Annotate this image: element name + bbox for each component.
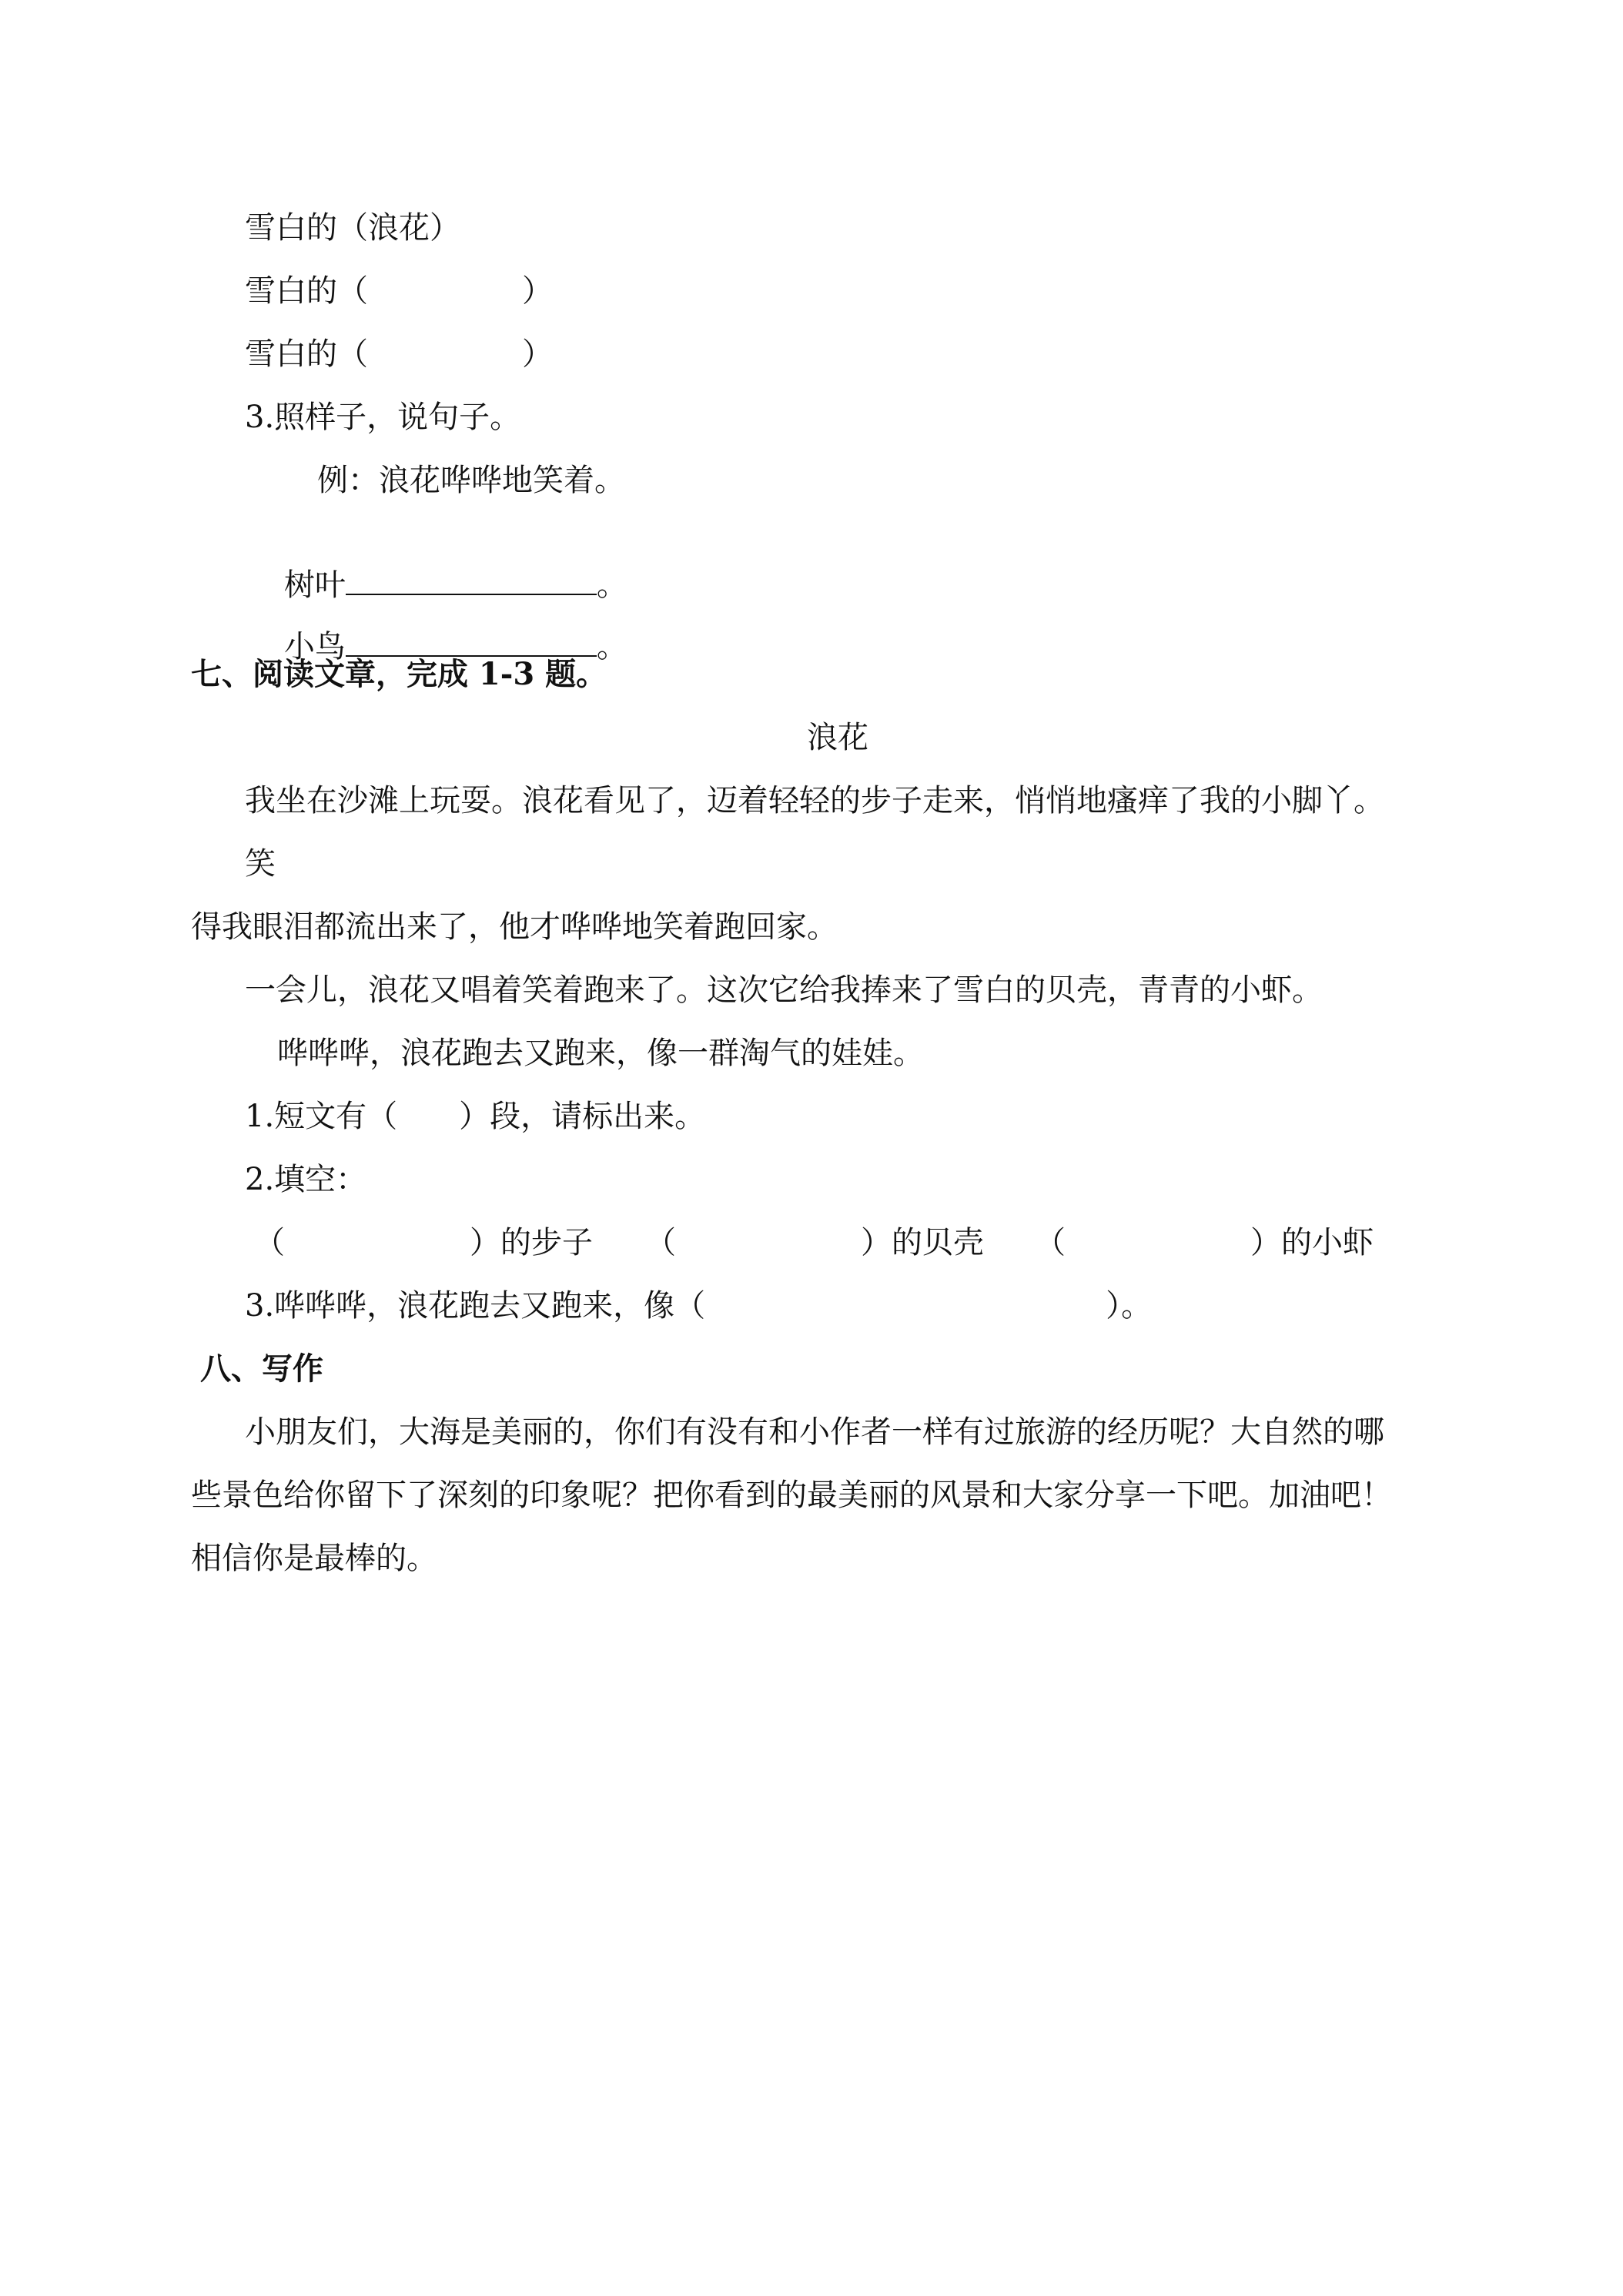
bird-answer-line[interactable] <box>346 629 597 657</box>
snow-blank-2: 雪白的（ ） <box>245 336 553 372</box>
question-1: 1.短文有（ ）段，请标出来。 <box>245 1099 706 1134</box>
section-8-heading: 八、写作 <box>200 1350 323 1387</box>
fill-blank-steps: （ ）的步子 <box>254 1225 593 1260</box>
bird-label: 小鸟 <box>283 629 346 664</box>
q3-example: 例：浪花哗哗地笑着。 <box>317 463 625 498</box>
question-3: 3.哗哗哗，浪花跑去又跑来，像（ ）。 <box>245 1288 1153 1324</box>
article-paragraph-3: 哗哗哗，浪花跑去又跑来，像一群淘气的娃娃。 <box>277 1036 924 1071</box>
snow-example: 雪白的（浪花） <box>245 210 460 246</box>
bird-end-mark: 。 <box>596 629 627 664</box>
article-paragraph-2: 一会儿，浪花又唱着笑着跑来了。这次它给我捧来了雪白的贝壳，青青的小虾。 <box>245 972 1323 1008</box>
writing-prompt-line-2: 些景色给你留下了深刻的印象呢？把你看到的最美丽的风景和大家分享一下吧。加油吧！ <box>191 1478 1392 1513</box>
article-paragraph-1: 我坐在沙滩上玩耍。浪花看见了，迈着轻轻的步子走来，悄悄地瘙痒了我的小脚丫。 <box>245 783 1384 818</box>
snow-blank-1: 雪白的（ ） <box>245 273 553 309</box>
question-2: 2.填空： <box>245 1162 367 1197</box>
article-paragraph-1-cont: 笑 <box>245 846 276 882</box>
leaf-end-mark: 。 <box>596 567 627 603</box>
article-title: 浪花 <box>807 720 868 755</box>
writing-prompt-line-3: 相信你是最棒的。 <box>191 1541 437 1576</box>
fill-blank-shells: （ ）的贝壳 <box>645 1225 984 1260</box>
q3-title: 3.照样子，说句子。 <box>245 400 521 435</box>
article-paragraph-1-line-2: 得我眼泪都流出来了，他才哗哗地笑着跑回家。 <box>191 909 838 945</box>
writing-prompt-line-1: 小朋友们，大海是美丽的，你们有没有和小作者一样有过旅游的经历呢？大自然的哪 <box>245 1414 1384 1450</box>
leaf-label: 树叶 <box>283 567 346 603</box>
fill-blank-shrimp: （ ）的小虾 <box>1035 1225 1374 1260</box>
section-7-heading: 七、阅读文章，完成 1-3 题。 <box>191 656 607 692</box>
